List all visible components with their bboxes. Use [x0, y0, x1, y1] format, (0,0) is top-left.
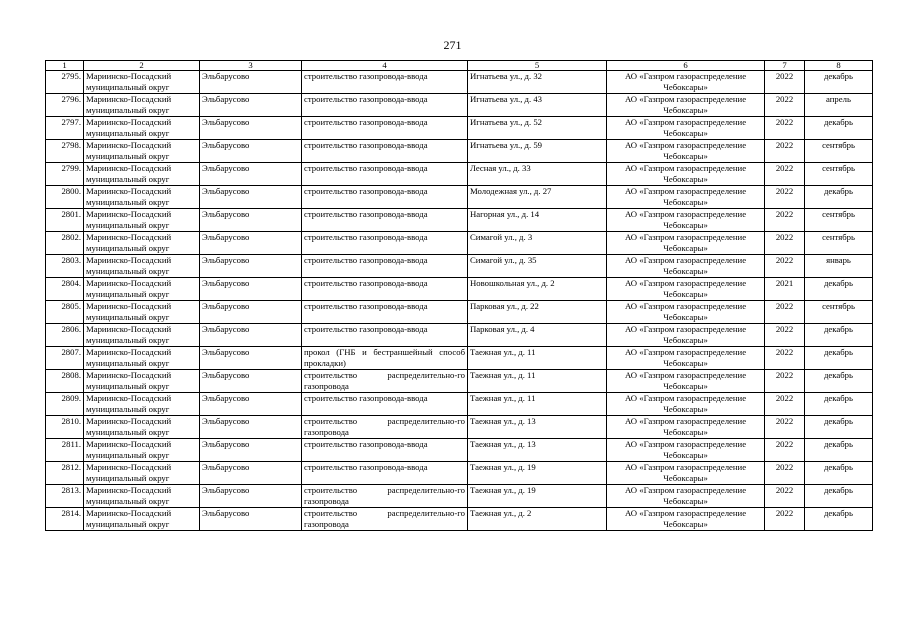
organization-cell: АО «Газпром газораспределение Чебоксары»: [607, 393, 765, 416]
month-cell: сентябрь: [805, 163, 873, 186]
work-type-cell: строительство газопровода-ввода: [302, 462, 468, 485]
settlement-cell: Эльбарусово: [200, 278, 302, 301]
year-cell: 2022: [765, 508, 805, 531]
table-row: [46, 301, 873, 324]
page-number: 271: [443, 38, 462, 52]
row-number-cell: 2806.: [46, 324, 84, 347]
district-cell: Мариинско-Посадский муниципальный округ: [84, 416, 200, 439]
month-cell: декабрь: [805, 117, 873, 140]
row-number-cell: 2796.: [46, 94, 84, 117]
work-type-cell: строительство газопровода-ввода: [302, 301, 468, 324]
settlement-cell: Эльбарусово: [200, 393, 302, 416]
year-cell: 2022: [765, 163, 805, 186]
table-row: [46, 209, 873, 232]
address-cell: Симагой ул., д. 3: [468, 232, 607, 255]
month-cell: сентябрь: [805, 140, 873, 163]
table-row: [46, 255, 873, 278]
row-number-cell: 2800.: [46, 186, 84, 209]
district-cell: Мариинско-Посадский муниципальный округ: [84, 255, 200, 278]
month-cell: декабрь: [805, 439, 873, 462]
header-row: [46, 61, 873, 71]
row-number-cell: 2812.: [46, 462, 84, 485]
district-cell: Мариинско-Посадский муниципальный округ: [84, 439, 200, 462]
year-cell: 2022: [765, 485, 805, 508]
year-cell: 2022: [765, 301, 805, 324]
column-header: 1: [46, 61, 84, 71]
table-row: [46, 370, 873, 393]
settlement-cell: Эльбарусово: [200, 117, 302, 140]
row-number-cell: 2808.: [46, 370, 84, 393]
address-cell: Игнатьева ул., д. 59: [468, 140, 607, 163]
settlement-cell: Эльбарусово: [200, 416, 302, 439]
organization-cell: АО «Газпром газораспределение Чебоксары»: [607, 117, 765, 140]
table-row: [46, 186, 873, 209]
organization-cell: АО «Газпром газораспределение Чебоксары»: [607, 140, 765, 163]
district-cell: Мариинско-Посадский муниципальный округ: [84, 393, 200, 416]
district-cell: Мариинско-Посадский муниципальный округ: [84, 485, 200, 508]
year-cell: 2022: [765, 416, 805, 439]
row-number-cell: 2803.: [46, 255, 84, 278]
district-cell: Мариинско-Посадский муниципальный округ: [84, 209, 200, 232]
table-row: [46, 140, 873, 163]
table-row: [46, 278, 873, 301]
organization-cell: АО «Газпром газораспределение Чебоксары»: [607, 71, 765, 94]
district-cell: Мариинско-Посадский муниципальный округ: [84, 508, 200, 531]
organization-cell: АО «Газпром газораспределение Чебоксары»: [607, 416, 765, 439]
address-cell: Таежная ул., д. 19: [468, 462, 607, 485]
address-cell: Таежная ул., д. 13: [468, 416, 607, 439]
work-type-cell: строительство газопровода-ввода: [302, 117, 468, 140]
table-row: [46, 232, 873, 255]
year-cell: 2022: [765, 347, 805, 370]
settlement-cell: Эльбарусово: [200, 232, 302, 255]
work-type-cell: строительство газопровода-ввода: [302, 140, 468, 163]
address-cell: Таежная ул., д. 11: [468, 393, 607, 416]
row-number-cell: 2802.: [46, 232, 84, 255]
district-cell: Мариинско-Посадский муниципальный округ: [84, 117, 200, 140]
column-header: 2: [84, 61, 200, 71]
organization-cell: АО «Газпром газораспределение Чебоксары»: [607, 508, 765, 531]
year-cell: 2022: [765, 439, 805, 462]
organization-cell: АО «Газпром газораспределение Чебоксары»: [607, 347, 765, 370]
organization-cell: АО «Газпром газораспределение Чебоксары»: [607, 209, 765, 232]
work-type-cell: строительство газопровода-ввода: [302, 439, 468, 462]
work-type-cell: строительство газопровода-ввода: [302, 209, 468, 232]
organization-cell: АО «Газпром газораспределение Чебоксары»: [607, 232, 765, 255]
settlement-cell: Эльбарусово: [200, 186, 302, 209]
address-cell: Таежная ул., д. 11: [468, 370, 607, 393]
organization-cell: АО «Газпром газораспределение Чебоксары»: [607, 439, 765, 462]
address-cell: Парковая ул., д. 4: [468, 324, 607, 347]
organization-cell: АО «Газпром газораспределение Чебоксары»: [607, 324, 765, 347]
row-number-cell: 2795.: [46, 71, 84, 94]
table-row: [46, 163, 873, 186]
month-cell: декабрь: [805, 324, 873, 347]
gasification-table: [45, 60, 873, 531]
month-cell: сентябрь: [805, 301, 873, 324]
month-cell: декабрь: [805, 370, 873, 393]
row-number-cell: 2799.: [46, 163, 84, 186]
work-type-cell: строительство газопровода-ввода: [302, 324, 468, 347]
address-cell: Игнатьева ул., д. 32: [468, 71, 607, 94]
work-type-cell: строительство распределительно-го газопровода: [302, 416, 468, 439]
district-cell: Мариинско-Посадский муниципальный округ: [84, 301, 200, 324]
month-cell: декабрь: [805, 508, 873, 531]
month-cell: декабрь: [805, 416, 873, 439]
row-number-cell: 2807.: [46, 347, 84, 370]
row-number-cell: 2810.: [46, 416, 84, 439]
table-row: [46, 324, 873, 347]
settlement-cell: Эльбарусово: [200, 370, 302, 393]
month-cell: декабрь: [805, 485, 873, 508]
address-cell: Парковая ул., д. 22: [468, 301, 607, 324]
row-number-cell: 2798.: [46, 140, 84, 163]
settlement-cell: Эльбарусово: [200, 140, 302, 163]
year-cell: 2022: [765, 94, 805, 117]
column-header: 6: [607, 61, 765, 71]
address-cell: Игнатьева ул., д. 43: [468, 94, 607, 117]
table-row: [46, 462, 873, 485]
row-number-cell: 2804.: [46, 278, 84, 301]
address-cell: Таежная ул., д. 13: [468, 439, 607, 462]
organization-cell: АО «Газпром газораспределение Чебоксары»: [607, 163, 765, 186]
address-cell: Новошкольная ул., д. 2: [468, 278, 607, 301]
organization-cell: АО «Газпром газораспределение Чебоксары»: [607, 370, 765, 393]
row-number-cell: 2797.: [46, 117, 84, 140]
column-header: 3: [200, 61, 302, 71]
year-cell: 2022: [765, 186, 805, 209]
district-cell: Мариинско-Посадский муниципальный округ: [84, 462, 200, 485]
settlement-cell: Эльбарусово: [200, 255, 302, 278]
row-number-cell: 2813.: [46, 485, 84, 508]
organization-cell: АО «Газпром газораспределение Чебоксары»: [607, 186, 765, 209]
address-cell: Молодежная ул., д. 27: [468, 186, 607, 209]
settlement-cell: Эльбарусово: [200, 439, 302, 462]
year-cell: 2022: [765, 117, 805, 140]
work-type-cell: строительство распределительно-го газопровода: [302, 485, 468, 508]
table-row: [46, 439, 873, 462]
organization-cell: АО «Газпром газораспределение Чебоксары»: [607, 301, 765, 324]
district-cell: Мариинско-Посадский муниципальный округ: [84, 186, 200, 209]
work-type-cell: строительство газопровода-ввода: [302, 278, 468, 301]
column-header: 7: [765, 61, 805, 71]
district-cell: Мариинско-Посадский муниципальный округ: [84, 278, 200, 301]
organization-cell: АО «Газпром газораспределение Чебоксары»: [607, 462, 765, 485]
district-cell: Мариинско-Посадский муниципальный округ: [84, 232, 200, 255]
year-cell: 2022: [765, 370, 805, 393]
organization-cell: АО «Газпром газораспределение Чебоксары»: [607, 485, 765, 508]
column-header: 5: [468, 61, 607, 71]
organization-cell: АО «Газпром газораспределение Чебоксары»: [607, 255, 765, 278]
row-number-cell: 2811.: [46, 439, 84, 462]
table-body: [46, 71, 873, 531]
year-cell: 2022: [765, 255, 805, 278]
month-cell: декабрь: [805, 462, 873, 485]
month-cell: декабрь: [805, 278, 873, 301]
month-cell: декабрь: [805, 186, 873, 209]
table-row: [46, 94, 873, 117]
work-type-cell: прокол (ГНБ и бестраншейный способ прокладки): [302, 347, 468, 370]
year-cell: 2021: [765, 278, 805, 301]
year-cell: 2022: [765, 140, 805, 163]
month-cell: январь: [805, 255, 873, 278]
table-row: [46, 71, 873, 94]
work-type-cell: строительство газопровода-ввода: [302, 393, 468, 416]
work-type-cell: строительство газопровода-ввода: [302, 94, 468, 117]
table-row: [46, 393, 873, 416]
month-cell: сентябрь: [805, 209, 873, 232]
table-row: [46, 416, 873, 439]
row-number-cell: 2805.: [46, 301, 84, 324]
year-cell: 2022: [765, 232, 805, 255]
organization-cell: АО «Газпром газораспределение Чебоксары»: [607, 94, 765, 117]
district-cell: Мариинско-Посадский муниципальный округ: [84, 347, 200, 370]
month-cell: декабрь: [805, 347, 873, 370]
settlement-cell: Эльбарусово: [200, 163, 302, 186]
work-type-cell: строительство газопровода-ввода: [302, 186, 468, 209]
address-cell: Таежная ул., д. 19: [468, 485, 607, 508]
row-number-cell: 2814.: [46, 508, 84, 531]
address-cell: Лесная ул., д. 33: [468, 163, 607, 186]
district-cell: Мариинско-Посадский муниципальный округ: [84, 94, 200, 117]
year-cell: 2022: [765, 393, 805, 416]
district-cell: Мариинско-Посадский муниципальный округ: [84, 370, 200, 393]
district-cell: Мариинско-Посадский муниципальный округ: [84, 163, 200, 186]
row-number-cell: 2809.: [46, 393, 84, 416]
table-row: [46, 485, 873, 508]
table-row: [46, 508, 873, 531]
month-cell: апрель: [805, 94, 873, 117]
column-header: 4: [302, 61, 468, 71]
work-type-cell: строительство газопровода-ввода: [302, 163, 468, 186]
year-cell: 2022: [765, 462, 805, 485]
work-type-cell: строительство газопровода-ввода: [302, 232, 468, 255]
year-cell: 2022: [765, 209, 805, 232]
month-cell: сентябрь: [805, 232, 873, 255]
settlement-cell: Эльбарусово: [200, 462, 302, 485]
settlement-cell: Эльбарусово: [200, 347, 302, 370]
column-header: 8: [805, 61, 873, 71]
table-row: [46, 117, 873, 140]
district-cell: Мариинско-Посадский муниципальный округ: [84, 140, 200, 163]
address-cell: Таежная ул., д. 11: [468, 347, 607, 370]
settlement-cell: Эльбарусово: [200, 301, 302, 324]
work-type-cell: строительство газопровода-ввода: [302, 255, 468, 278]
year-cell: 2022: [765, 71, 805, 94]
month-cell: декабрь: [805, 393, 873, 416]
work-type-cell: строительство распределительно-го газопровода: [302, 508, 468, 531]
work-type-cell: строительство распределительно-го газопровода: [302, 370, 468, 393]
year-cell: 2022: [765, 324, 805, 347]
settlement-cell: Эльбарусово: [200, 485, 302, 508]
settlement-cell: Эльбарусово: [200, 209, 302, 232]
work-type-cell: строительство газопровода-ввода: [302, 71, 468, 94]
address-cell: Игнатьева ул., д. 52: [468, 117, 607, 140]
district-cell: Мариинско-Посадский муниципальный округ: [84, 71, 200, 94]
address-cell: Нагорная ул., д. 14: [468, 209, 607, 232]
district-cell: Мариинско-Посадский муниципальный округ: [84, 324, 200, 347]
address-cell: Таежная ул., д. 2: [468, 508, 607, 531]
settlement-cell: Эльбарусово: [200, 71, 302, 94]
address-cell: Симагой ул., д. 35: [468, 255, 607, 278]
settlement-cell: Эльбарусово: [200, 324, 302, 347]
month-cell: декабрь: [805, 71, 873, 94]
table-row: [46, 347, 873, 370]
settlement-cell: Эльбарусово: [200, 508, 302, 531]
organization-cell: АО «Газпром газораспределение Чебоксары»: [607, 278, 765, 301]
row-number-cell: 2801.: [46, 209, 84, 232]
settlement-cell: Эльбарусово: [200, 94, 302, 117]
